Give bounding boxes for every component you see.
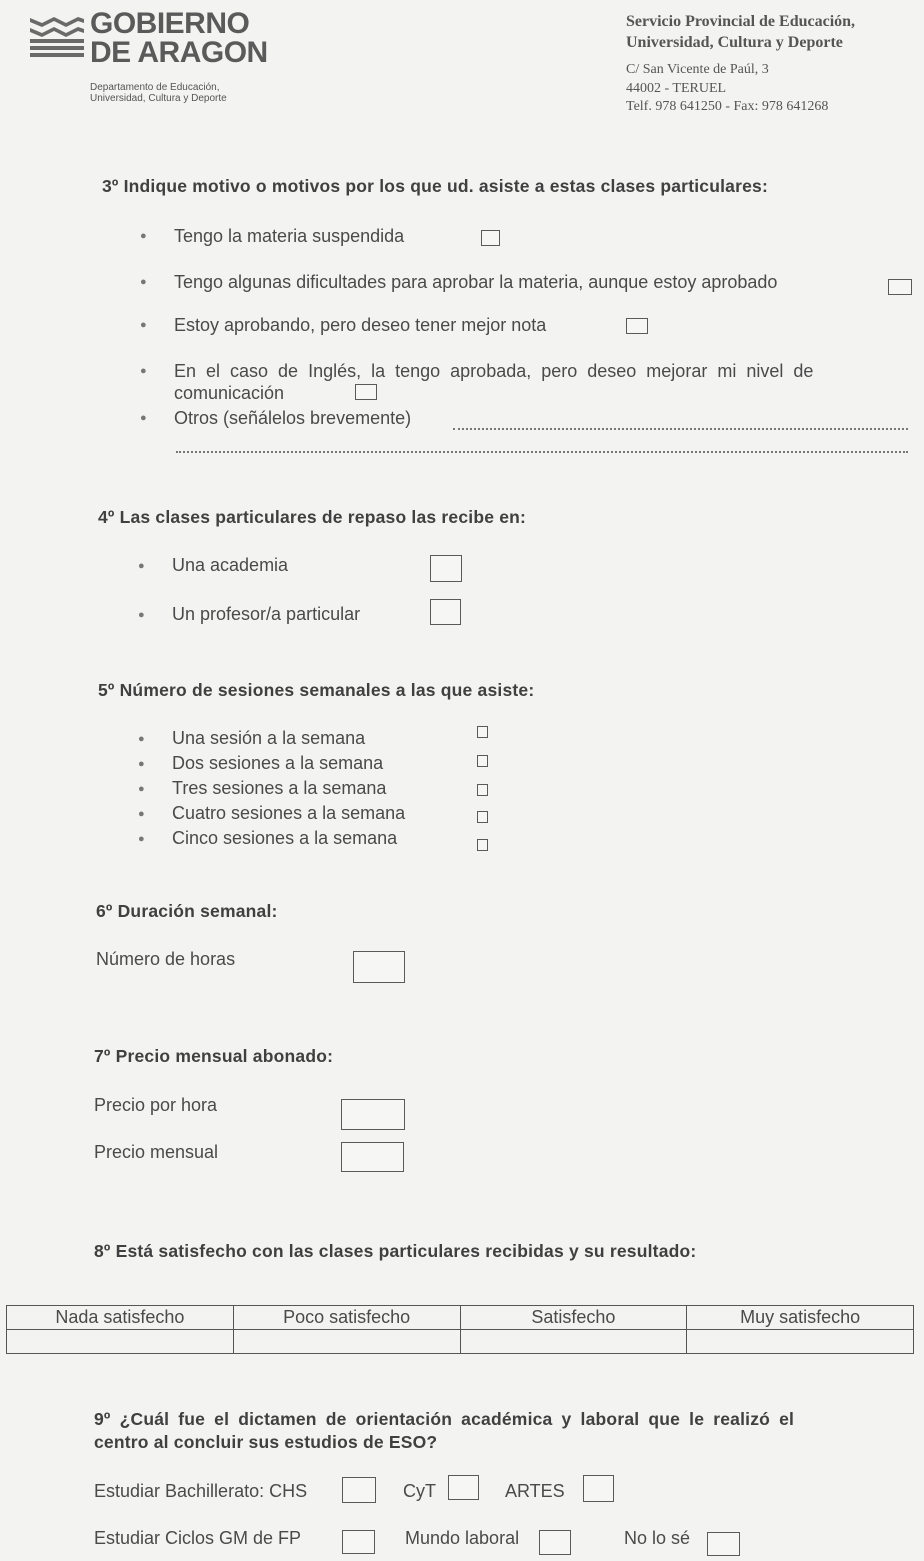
q5-checkbox-5[interactable] bbox=[477, 839, 488, 851]
bullet-icon: ● bbox=[138, 833, 145, 845]
q8-col-muy: Muy satisfecho bbox=[687, 1306, 914, 1330]
q9-bachillerato-label: Estudiar Bachillerato: CHS bbox=[94, 1481, 308, 1501]
q3-option-ingles-line2: comunicación bbox=[174, 383, 285, 403]
bullet-icon: ● bbox=[140, 276, 147, 288]
bullet-icon: ● bbox=[138, 783, 145, 795]
q6-title: 6º Duración semanal: bbox=[96, 901, 278, 921]
q8-satisfaction-table bbox=[6, 1305, 914, 1354]
office-name-line-2: Universidad, Cultura y Deporte bbox=[626, 34, 843, 51]
bullet-icon: ● bbox=[140, 319, 147, 331]
q5-checkbox-4[interactable] bbox=[477, 811, 488, 823]
q5-option-3: Tres sesiones a la semana bbox=[172, 778, 387, 798]
q5-option-1: Una sesión a la semana bbox=[172, 728, 366, 748]
address-line-1: C/ San Vicente de Paúl, 3 bbox=[626, 62, 769, 77]
q5-title: 5º Número de sesiones semanales a las que asiste: bbox=[98, 680, 535, 700]
q9-title-line-1: 9º ¿Cuál fue el dictamen de orientación académica y laboral que le realizó el bbox=[94, 1409, 795, 1429]
q9-ciclos-label: Estudiar Ciclos GM de FP bbox=[94, 1528, 302, 1548]
q4-option-academia: Una academia bbox=[172, 555, 289, 575]
q3-checkbox-ingles[interactable] bbox=[355, 384, 377, 400]
q9-artes-label: ARTES bbox=[505, 1481, 565, 1501]
q3-option-suspendida: Tengo la materia suspendida bbox=[174, 226, 405, 246]
q6-hours-label: Número de horas bbox=[96, 949, 236, 969]
logo-line-1: GOBIERNO bbox=[90, 7, 250, 40]
q8-title: 8º Está satisfecho con las clases particulares recibidas y su resultado: bbox=[94, 1241, 697, 1261]
bullet-icon: ● bbox=[140, 412, 147, 424]
bullet-icon: ● bbox=[138, 733, 145, 745]
q8-cell-muy[interactable] bbox=[687, 1330, 914, 1354]
q9-checkbox-cyt[interactable] bbox=[448, 1475, 479, 1500]
q9-cyt-label: CyT bbox=[403, 1481, 436, 1501]
q5-checkbox-3[interactable] bbox=[477, 784, 488, 796]
q3-option-dificultades: Tengo algunas dificultades para aprobar la materia, aunque estoy aprobado bbox=[174, 272, 778, 292]
q9-checkbox-ciclos[interactable] bbox=[342, 1530, 375, 1554]
office-name-line-1: Servicio Provincial de Educación, bbox=[626, 13, 856, 30]
bullet-icon: ● bbox=[138, 808, 145, 820]
bullet-icon: ● bbox=[140, 230, 147, 242]
q3-otros-fill-line-1[interactable] bbox=[453, 428, 908, 430]
q4-option-profesor: Un profesor/a particular bbox=[172, 604, 361, 624]
q8-col-nada: Nada satisfecho bbox=[7, 1306, 234, 1330]
bullet-icon: ● bbox=[138, 758, 145, 770]
q7-title: 7º Precio mensual abonado: bbox=[94, 1046, 334, 1066]
q7-price-month-label: Precio mensual bbox=[94, 1142, 219, 1162]
q7-price-hour-field[interactable] bbox=[341, 1099, 405, 1130]
q3-otros-fill-line-2[interactable] bbox=[176, 451, 908, 453]
q9-checkbox-artes[interactable] bbox=[583, 1475, 614, 1502]
q3-option-ingles-line1: En el caso de Inglés, la tengo aprobada, pero deseo mejorar mi nivel de bbox=[174, 361, 814, 381]
q5-option-5: Cinco sesiones a la semana bbox=[172, 828, 398, 848]
q9-title-line-2: centro al concluir sus estudios de ESO? bbox=[94, 1432, 438, 1452]
q9-nose-label: No lo sé bbox=[624, 1528, 691, 1548]
q7-price-hour-label: Precio por hora bbox=[94, 1095, 218, 1115]
q8-col-satisfecho: Satisfecho bbox=[460, 1306, 687, 1330]
logo-subtitle-2: Universidad, Cultura y Deporte bbox=[90, 93, 227, 104]
q9-laboral-label: Mundo laboral bbox=[405, 1528, 520, 1548]
q5-option-2: Dos sesiones a la semana bbox=[172, 753, 384, 773]
address-line-3: Telf. 978 641250 - Fax: 978 641268 bbox=[626, 99, 829, 114]
logo-line-2: DE ARAGON bbox=[90, 36, 268, 69]
q5-option-4: Cuatro sesiones a la semana bbox=[172, 803, 406, 823]
q5-checkbox-1[interactable] bbox=[477, 726, 488, 738]
q5-checkbox-2[interactable] bbox=[477, 755, 488, 767]
q4-checkbox-profesor[interactable] bbox=[430, 599, 461, 625]
q3-title: 3º Indique motivo o motivos por los que ud. asiste a estas clases particulares: bbox=[102, 176, 768, 196]
q9-checkbox-nose[interactable] bbox=[707, 1532, 740, 1556]
q8-col-poco: Poco satisfecho bbox=[233, 1306, 460, 1330]
q8-cell-satisfecho[interactable] bbox=[460, 1330, 687, 1354]
address-line-2: 44002 - TERUEL bbox=[626, 81, 727, 96]
q6-hours-field[interactable] bbox=[353, 951, 405, 983]
q3-checkbox-suspendida[interactable] bbox=[481, 230, 500, 246]
q9-checkbox-chs[interactable] bbox=[342, 1477, 376, 1503]
bullet-icon: ● bbox=[138, 560, 145, 572]
q7-price-month-field[interactable] bbox=[341, 1142, 404, 1172]
logo-subtitle-1: Departamento de Educación, bbox=[90, 82, 220, 93]
gobierno-aragon-logo-icon bbox=[28, 14, 86, 60]
bullet-icon: ● bbox=[140, 365, 147, 377]
q4-checkbox-academia[interactable] bbox=[430, 555, 462, 582]
q8-cell-poco[interactable] bbox=[233, 1330, 460, 1354]
q9-checkbox-laboral[interactable] bbox=[539, 1530, 571, 1555]
q8-cell-nada[interactable] bbox=[7, 1330, 234, 1354]
q3-option-mejor-nota: Estoy aprobando, pero deseo tener mejor nota bbox=[174, 315, 547, 335]
q3-option-otros: Otros (señálelos brevemente) bbox=[174, 408, 412, 428]
bullet-icon: ● bbox=[138, 609, 145, 621]
q4-title: 4º Las clases particulares de repaso las recibe en: bbox=[98, 507, 527, 527]
q3-checkbox-mejor-nota[interactable] bbox=[626, 318, 648, 334]
q3-checkbox-dificultades[interactable] bbox=[888, 279, 912, 295]
